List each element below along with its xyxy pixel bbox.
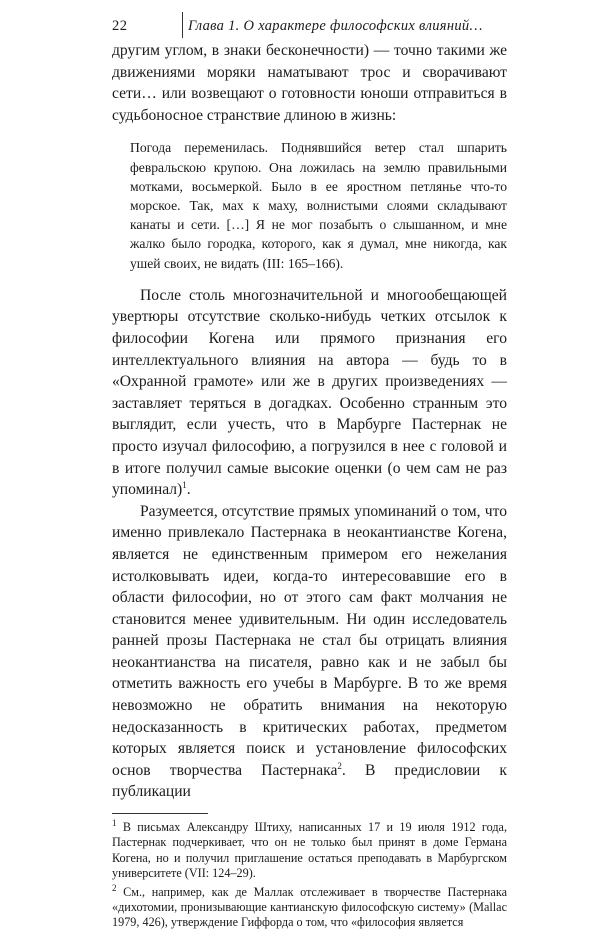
block-quote: Погода переменилась. Поднявшийся ветер стал шпарить февральскою крупою. Она ложилась на землю правильными мотками, восьмеркой. Было в ее яростном петлянье что-то морское. Так, мах к маху, волнистыми слоями складывают канаты и сети. […] Я не мог позабыть о слышанном, и мне жалко было городка, которого, как я думал, мне никогда, как ушей своих, не видать (III: 165–166). <box>130 140 507 271</box>
page-header <box>0 10 600 36</box>
footnote-1-mark: 1 <box>112 817 117 828</box>
paragraph-1: другим углом, в знаки бесконечности) — точно такими же движениями моряки наматывают трос и сворачивают сети… или возвещают о готовности юноши отправиться в судьбоносное странствие длиною в жизнь: <box>112 42 507 124</box>
paragraph-3-end: . В предисловии к публикации <box>112 761 507 801</box>
footnote-1-text: В письмах Александру Штиху, написанных 17 и 19 июля 1912 года, Пастернак подчеркивает, что он не только был принят в доме Германа Когена, но и получил приглашение остаться преподавать в Марбургском университете (VII: 124–29). <box>112 820 507 881</box>
paragraph-3 <box>112 501 507 803</box>
paragraph-2 <box>112 285 507 501</box>
page-content <box>112 40 507 934</box>
paragraph-2-end: . <box>186 481 191 499</box>
footnote-1 <box>112 817 507 882</box>
footnote-2-text: См., например, как де Маллак отслеживает в творчестве Пастернака «дихотомии, пронизывающие кантианскую философскую систему» (Mallac 1979, 426), утверждение Гиффорда о том, что «философия является <box>112 884 507 930</box>
footnote-divider <box>112 813 208 814</box>
header-divider <box>182 12 183 38</box>
footnote-ref-1[interactable]: 1 <box>182 479 187 490</box>
footnote-2-mark: 2 <box>112 882 117 893</box>
page-number: 22 <box>112 18 128 34</box>
footnote-ref-2[interactable]: 2 <box>337 760 342 771</box>
running-head: Глава 1. О характере философских влияний… <box>188 18 483 34</box>
paragraph-3-text: Разумеется, отсутствие прямых упоминаний о том, что именно привлекало Пастернака в неокантианстве Когена, является не единственным примером его нежелания истолковывать идеи, когда-то интересовавшие его в области философии, но от этого сам факт молчания не становится менее удивительным. Ни один исследователь ранней прозы Пастернака не стал бы отрицать влияния неокантианства на писателя, равно как и не забыл бы отметить важность его учебы в Марбурге. В то же время невозможно не обратить внимания на некоторую недосказанность в критических работах, предметом которых является поиск и установление философских основ творчества Пастернака <box>112 502 507 779</box>
footnote-2 <box>112 882 507 931</box>
paragraph-2-text: После столь многозначительной и многообещающей увертюры отсутствие сколько-нибудь четких отсылок к философии Когена или прямого признания его интеллектуального влияния на автора — будь то в «Охранной грамоте» или же в других произведениях — заставляет теряться в догадках. Особенно странным это выглядит, если учесть, что в Марбурге Пастернак не просто изучал философию, а погрузился в нее с головой и в итоге получил самые высокие оценки (о чем сам не раз упоминал) <box>112 286 507 499</box>
